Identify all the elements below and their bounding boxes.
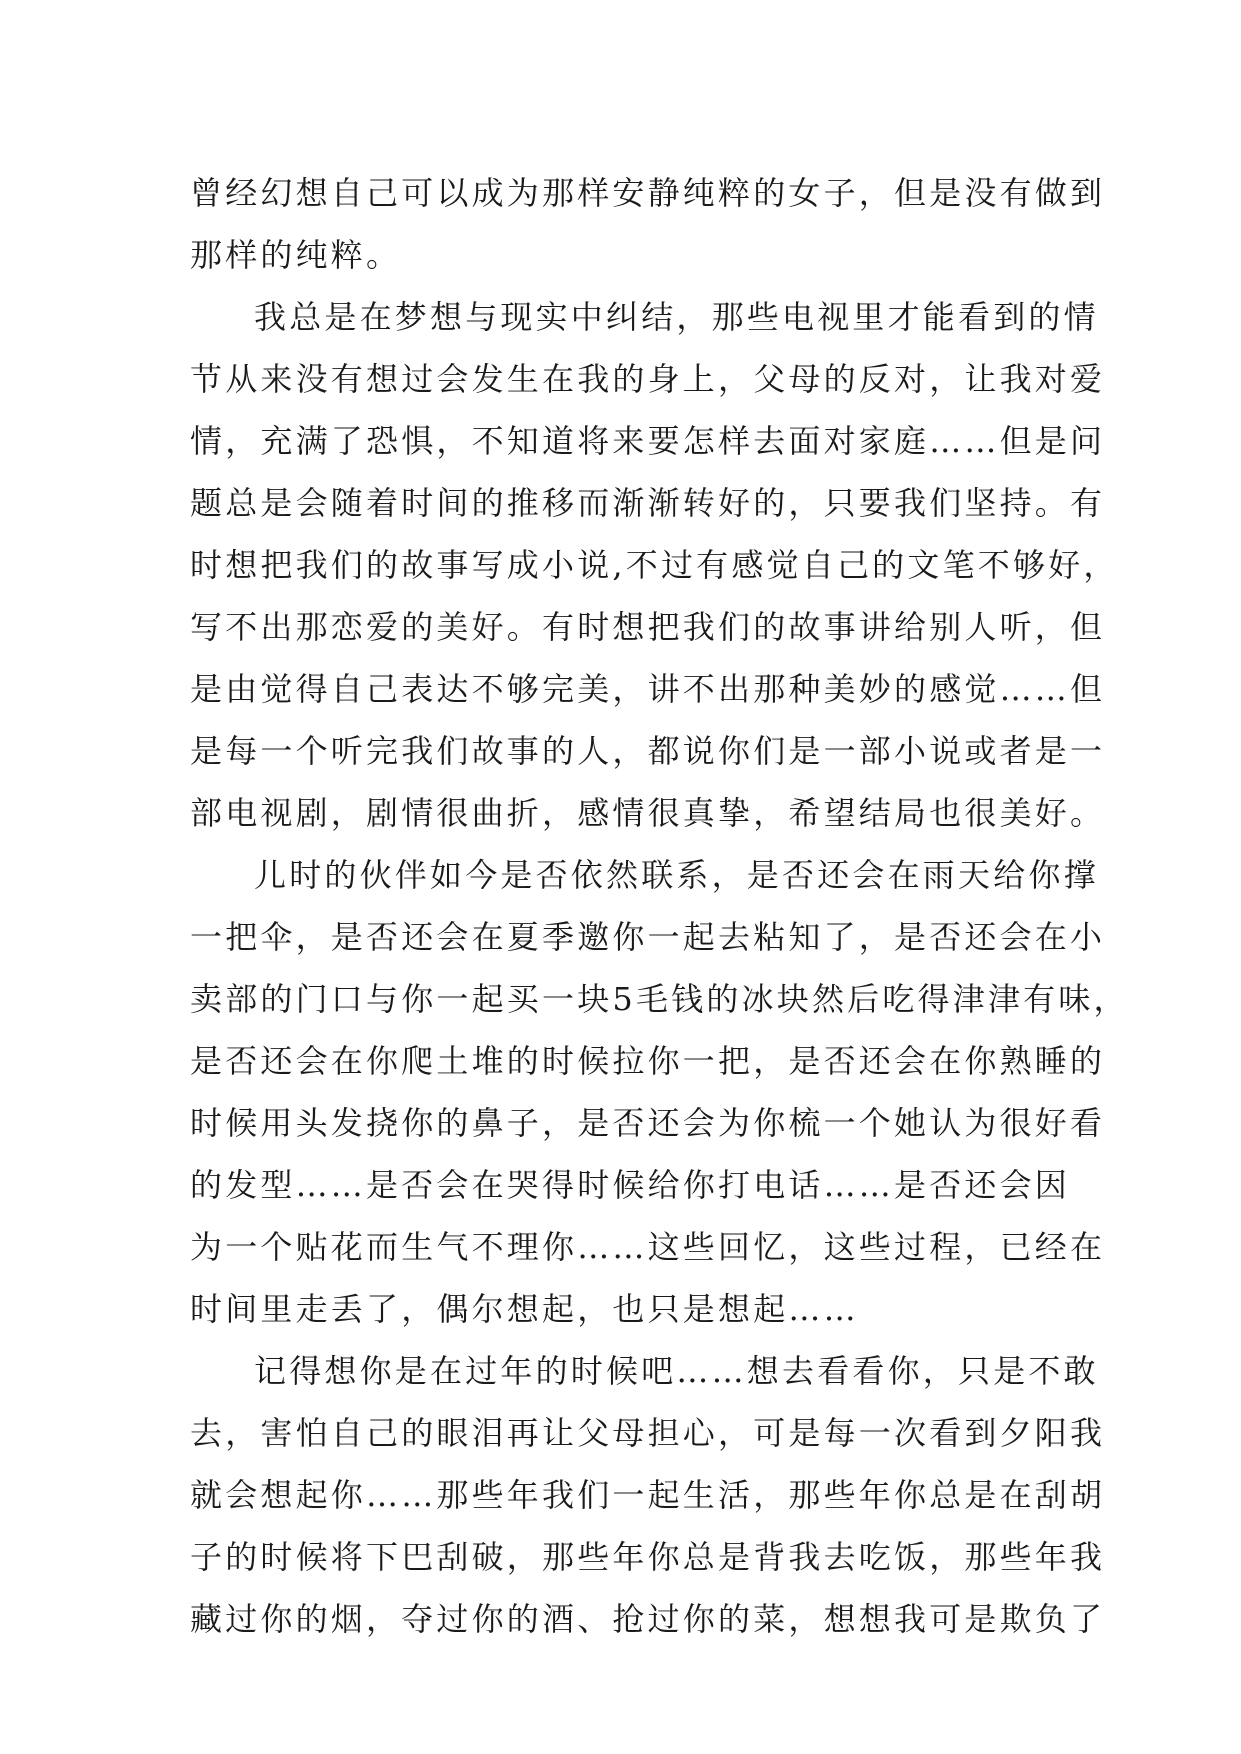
text-line: 写不出那恋爱的美好。有时想把我们的故事讲给别人听，但: [190, 608, 1106, 646]
text-line: 时想把我们的故事写成小说,不过有感觉自己的文笔不够好，: [190, 546, 1119, 584]
text-line: 曾经幻想自己可以成为那样安静纯粹的女子，但是没有做到: [190, 174, 1106, 212]
text-line: 儿时的伙伴如今是否依然联系，是否还会在雨天给你撑: [254, 856, 1099, 894]
text-line: 记得想你是在过年的时候吧……想去看看你，只是不敢: [254, 1352, 1099, 1390]
text-line: 时候用头发挠你的鼻子，是否还会为你梳一个她认为很好看: [190, 1104, 1106, 1142]
text-line: 去，害怕自己的眼泪再让父母担心，可是每一次看到夕阳我: [190, 1414, 1106, 1452]
text-line: 节从来没有想过会发生在我的身上，父母的反对，让我对爱: [190, 360, 1106, 398]
text-line: 是由觉得自己表达不够完美，讲不出那种美妙的感觉……但: [190, 670, 1106, 708]
text-line: 那样的纯粹。: [190, 236, 402, 274]
text-line: 的发型……是否会在哭得时候给你打电话……是否还会因: [190, 1166, 1071, 1204]
text-line: 是每一个听完我们故事的人，都说你们是一部小说或者是一: [190, 732, 1106, 770]
document-body: [190, 162, 1129, 1650]
text-line: 为一个贴花而生气不理你……这些回忆，这些过程，已经在: [190, 1228, 1106, 1266]
text-line: 我总是在梦想与现实中纠结，那些电视里才能看到的情: [254, 298, 1099, 336]
text-line: 题总是会随着时间的推移而渐渐转好的，只要我们坚持。有: [190, 484, 1106, 522]
text-line: 子的时候将下巴刮破，那些年你总是背我去吃饭，那些年我: [190, 1538, 1106, 1576]
text-line: 是否还会在你爬土堆的时候拉你一把，是否还会在你熟睡的: [190, 1042, 1106, 1080]
text-line: 就会想起你……那些年我们一起生活，那些年你总是在刮胡: [190, 1476, 1106, 1514]
text-line: 一把伞，是否还会在夏季邀你一起去粘知了，是否还会在小: [190, 918, 1106, 956]
text-line: 卖部的门口与你一起买一块5毛钱的冰块然后吃得津津有味，: [190, 980, 1129, 1018]
text-line: 时间里走丢了，偶尔想起，也只是想起……: [190, 1290, 859, 1328]
text-line: 情，充满了恐惧，不知道将来要怎样去面对家庭……但是问: [190, 422, 1106, 460]
text-line: 藏过你的烟，夺过你的酒、抢过你的菜，想想我可是欺负了: [190, 1600, 1106, 1638]
text-line: 部电视剧，剧情很曲折，感情很真挚，希望结局也很美好。: [190, 794, 1106, 832]
